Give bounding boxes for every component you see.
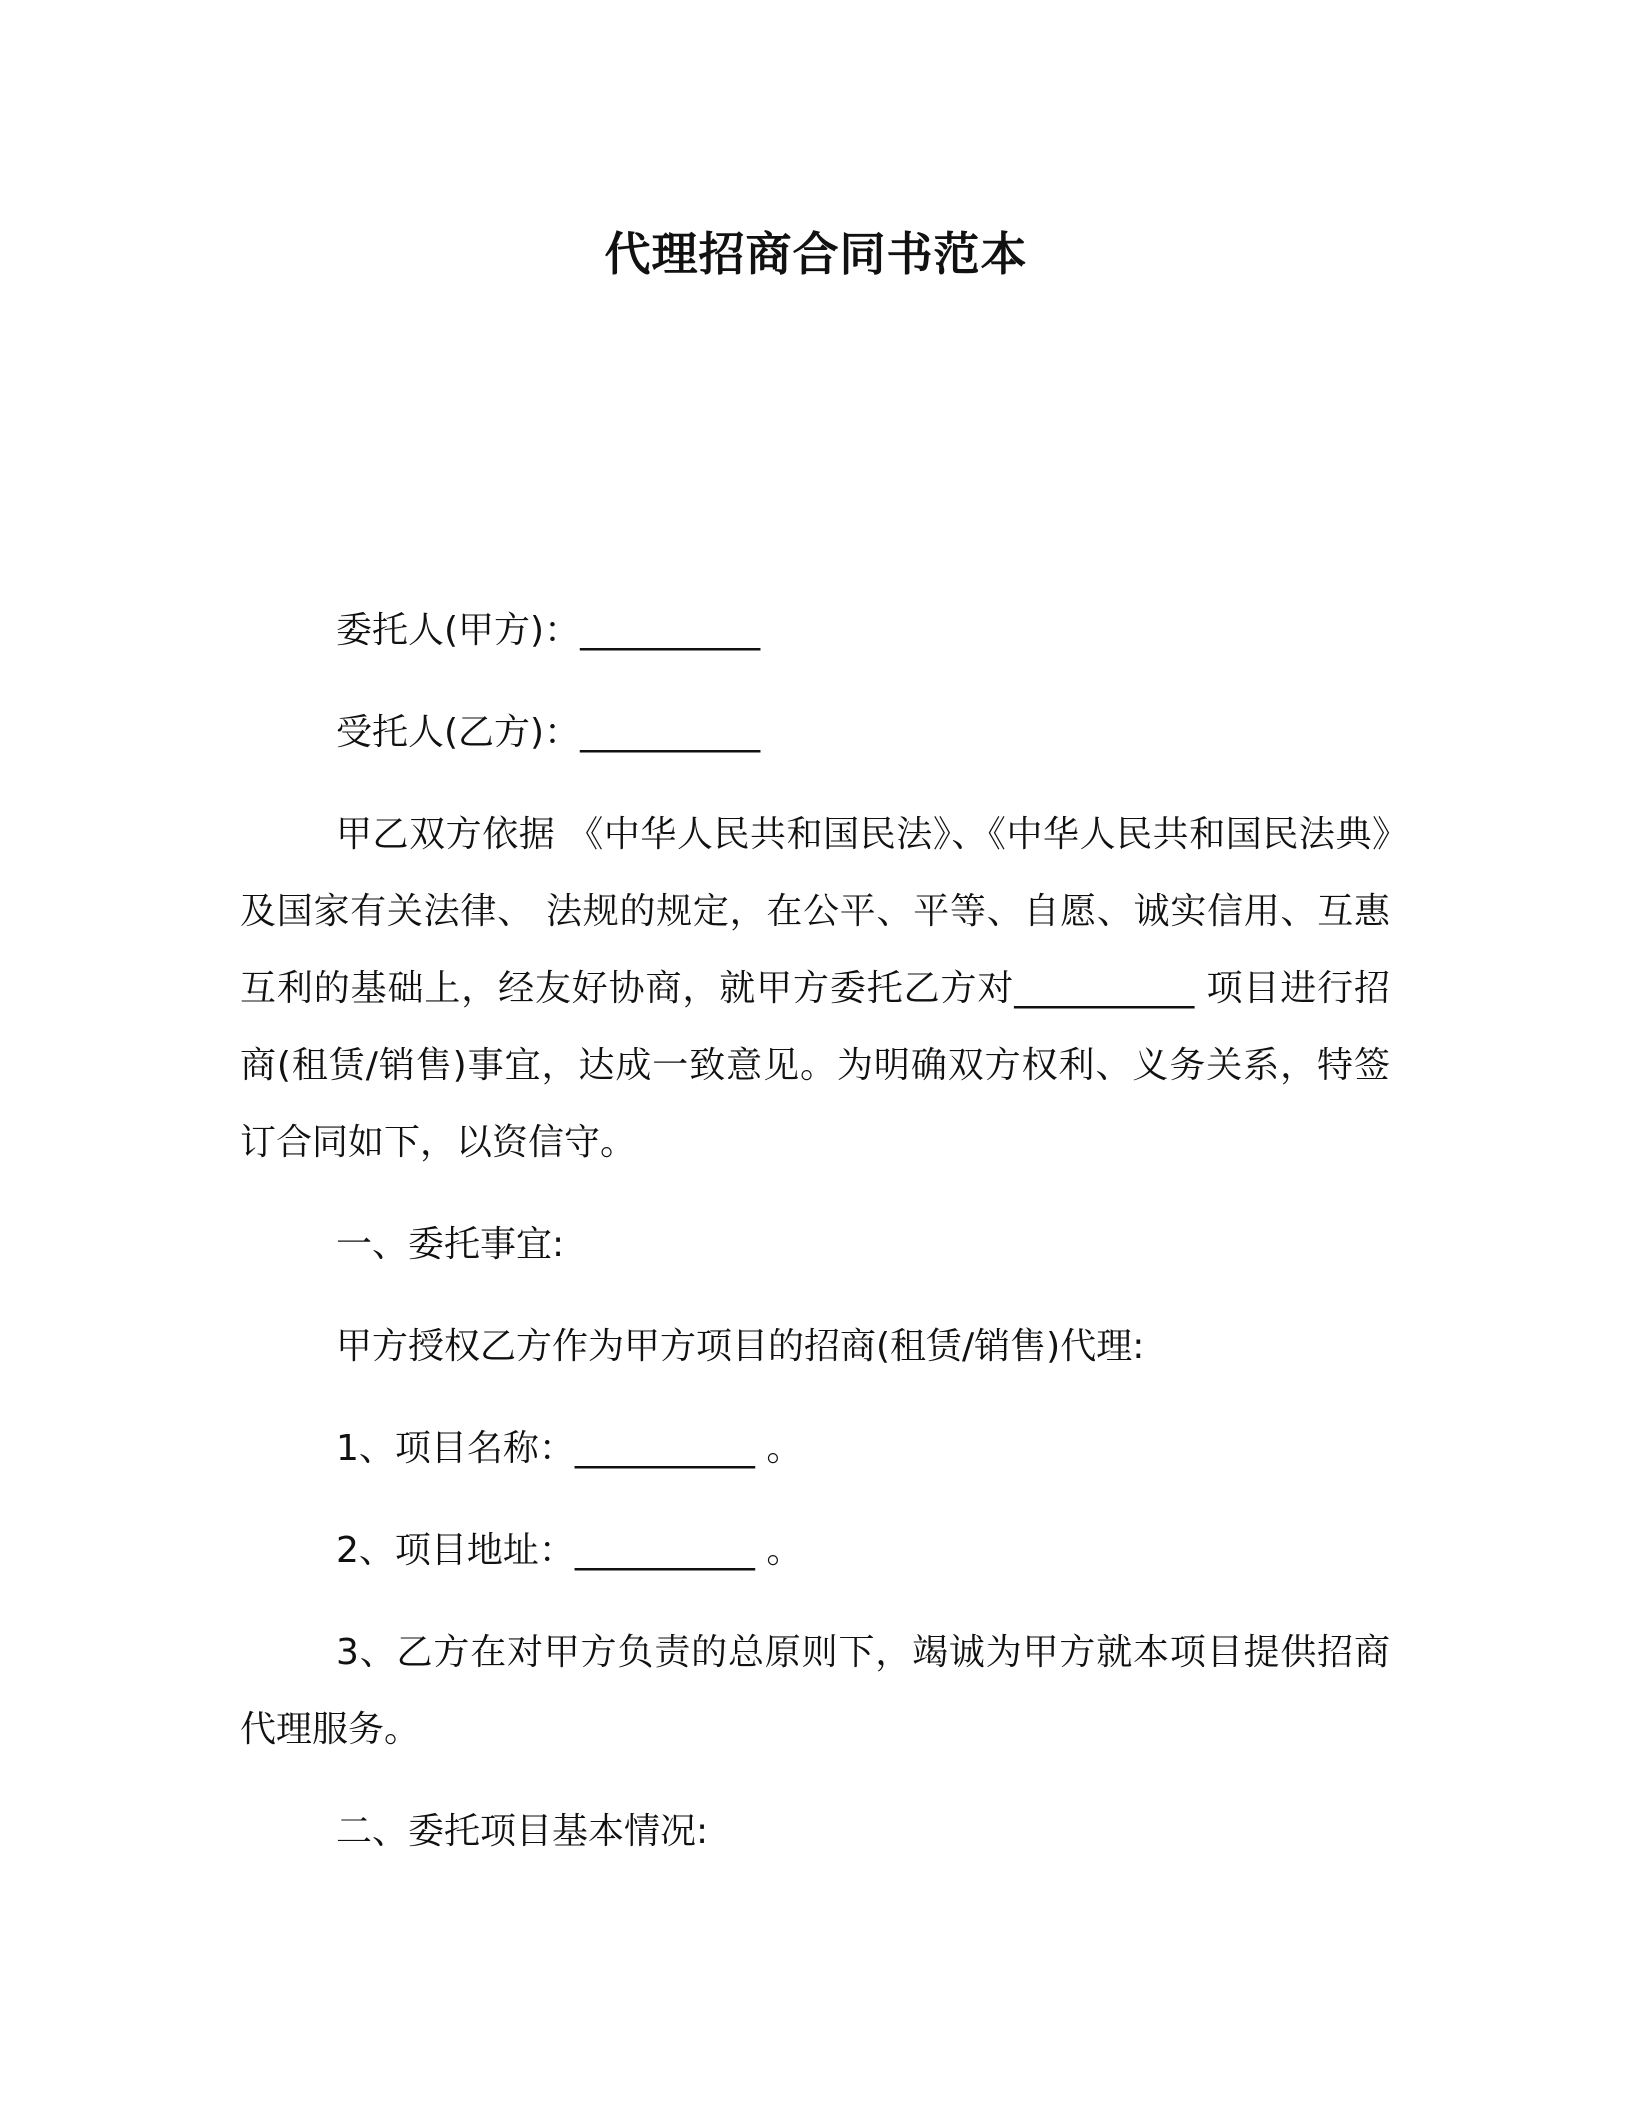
service-clause-paragraph: 3、乙方在对甲方负责的总原则下，竭诚为甲方就本项目提供招商代理服务。 (240, 1632, 1390, 1750)
project-address-line: 2、项目地址：__________ 。 (336, 1530, 803, 1571)
section-1-heading: 一、委托事宜: (336, 1224, 565, 1265)
party-a-line: 委托人(甲方)：__________ (336, 610, 761, 651)
party-b-line: 受托人(乙方)：__________ (336, 712, 761, 753)
preamble-paragraph: 甲乙双方依据 《中华人民共和国民法》、《中华人民共和国民法典》及国家有关法律、 法规的规定，在公平、平等、自愿、诚实信用、互惠互利的基础上，经友好协商，就甲方委托乙方对__________ 项目进行招商(租赁/销售)事宜，达成一致意见。为明确双方权利、义务关系，特签订合同如下，以资信守。 (240, 814, 1390, 1163)
authorization-paragraph: 甲方授权乙方作为甲方项目的招商(租赁/销售)代理: (336, 1326, 1145, 1367)
project-name-line: 1、项目名称：__________ 。 (336, 1428, 803, 1469)
section-2-heading: 二、委托项目基本情况: (336, 1811, 709, 1852)
document-body (240, 592, 1390, 1895)
document-title: 代理招商合同书范本 (604, 227, 1028, 281)
